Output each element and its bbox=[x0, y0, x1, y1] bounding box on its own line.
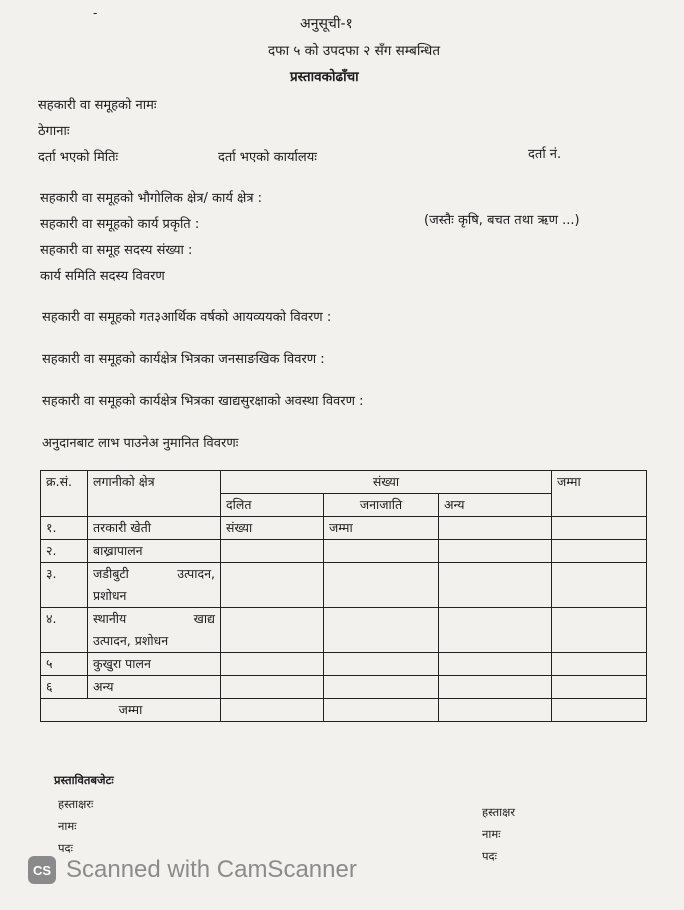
row-other-cell bbox=[439, 676, 552, 699]
row-area: कुखुरा पालन bbox=[88, 653, 221, 676]
table-row bbox=[41, 653, 647, 676]
total-janajati-cell bbox=[324, 699, 439, 722]
field-committee-label: कार्य समिति सदस्य विवरण bbox=[40, 269, 165, 284]
name-right-label: नामः bbox=[482, 827, 501, 841]
row-area-line-2: प्रशोधन bbox=[93, 588, 127, 603]
row-area-line-2: उत्पादन, प्रशोधन bbox=[93, 633, 169, 648]
row-total-cell bbox=[552, 676, 647, 699]
field-demography-label: सहकारी वा समूहको कार्यक्षेत्र भित्रका जनसाङखिक विवरण : bbox=[42, 352, 325, 367]
row-total-cell bbox=[552, 540, 647, 563]
row-area: बाख्रापालन bbox=[88, 540, 221, 563]
row-janajati-cell bbox=[324, 653, 439, 676]
row-area-line-1: जडीबुटी उत्पादन, bbox=[93, 566, 215, 581]
budget-title: प्रस्तावितबजेटः bbox=[54, 773, 114, 787]
header-area: लगानीको क्षेत्र bbox=[88, 471, 221, 517]
signature-left-label: हस्ताक्षरः bbox=[58, 797, 94, 811]
table-row bbox=[41, 540, 647, 563]
header-total: जम्मा bbox=[552, 471, 647, 517]
row-other-cell bbox=[439, 540, 552, 563]
row-other-cell bbox=[439, 563, 552, 608]
row-area: अन्य bbox=[88, 676, 221, 699]
table-row bbox=[41, 676, 647, 699]
camscanner-watermark bbox=[28, 856, 357, 884]
field-finance-label: सहकारी वा समूहको गत३आर्थिक वर्षको आयव्ययको विवरण : bbox=[42, 310, 332, 325]
row-other-cell bbox=[439, 653, 552, 676]
field-name-label: सहकारी वा समूहको नामः bbox=[38, 98, 157, 113]
field-work-nature-label: सहकारी वा समूहको कार्य प्रकृति : bbox=[40, 217, 200, 232]
row-dalit-cell bbox=[221, 608, 324, 653]
row-other-cell bbox=[439, 517, 552, 540]
row-dalit-cell bbox=[221, 540, 324, 563]
row-janajati-cell bbox=[324, 608, 439, 653]
row-janajati-cell: जम्मा bbox=[324, 517, 439, 540]
header-sn: क्र.सं. bbox=[41, 471, 88, 517]
header-dalit: दलित bbox=[221, 494, 324, 517]
field-member-count-label: सहकारी वा समूह सदस्य संख्या : bbox=[40, 243, 193, 258]
row-dalit-cell bbox=[221, 563, 324, 608]
row-sn: ३. bbox=[41, 563, 88, 608]
row-sn: २. bbox=[41, 540, 88, 563]
total-dalit-cell bbox=[221, 699, 324, 722]
row-area: तरकारी खेती bbox=[88, 517, 221, 540]
scan-mark: - bbox=[93, 6, 98, 20]
beneficiary-table bbox=[40, 470, 647, 722]
row-other-cell bbox=[439, 608, 552, 653]
row-dalit-cell bbox=[221, 653, 324, 676]
row-total-cell bbox=[552, 608, 647, 653]
row-total-cell bbox=[552, 653, 647, 676]
table-total-row bbox=[41, 699, 647, 722]
field-reg-no-label: दर्ता नं. bbox=[528, 147, 562, 162]
section-reference: दफा ५ को उपदफा २ सँग सम्बन्धित bbox=[268, 43, 441, 59]
header-janajati: जनाजाति bbox=[324, 494, 439, 517]
table-row bbox=[41, 517, 647, 540]
name-left-label: नामः bbox=[58, 819, 77, 833]
row-sn: ६ bbox=[41, 676, 88, 699]
table-header-row bbox=[41, 471, 647, 494]
field-work-example: (जस्तैः कृषि, बचत तथा ऋण ...) bbox=[424, 213, 580, 228]
row-janajati-cell bbox=[324, 540, 439, 563]
post-right-label: पदः bbox=[482, 849, 497, 863]
table-row bbox=[41, 563, 647, 608]
table-row bbox=[41, 608, 647, 653]
form-title: प्रस्तावकोढाँचा bbox=[290, 69, 359, 85]
field-address-label: ठेगानाः bbox=[38, 124, 70, 139]
annex-title: अनुसूची-१ bbox=[300, 16, 353, 32]
signature-right-label: हस्ताक्षर bbox=[482, 805, 516, 819]
row-area bbox=[88, 608, 221, 653]
field-reg-date-label: दर्ता भएको मितिः bbox=[38, 150, 119, 165]
row-janajati-cell bbox=[324, 676, 439, 699]
total-other-cell bbox=[439, 699, 552, 722]
post-left-label: पदः bbox=[58, 841, 73, 855]
field-reg-office-label: दर्ता भएको कार्यालयः bbox=[218, 150, 317, 165]
field-beneficiaries-label: अनुदानबाट लाभ पाउनेअ नुमानित विवरणः bbox=[42, 436, 239, 451]
row-area-line-1: स्थानीय खाद्य bbox=[93, 611, 215, 626]
row-sn: ४. bbox=[41, 608, 88, 653]
field-food-security-label: सहकारी वा समूहको कार्यक्षेत्र भित्रका खाद्यसुरक्षाको अवस्था विवरण : bbox=[42, 394, 364, 409]
total-label: जम्मा bbox=[41, 699, 221, 722]
header-other: अन्य bbox=[439, 494, 552, 517]
camscanner-logo-icon: CS bbox=[28, 856, 56, 884]
row-janajati-cell bbox=[324, 563, 439, 608]
row-dalit-cell bbox=[221, 676, 324, 699]
row-total-cell bbox=[552, 517, 647, 540]
row-dalit-cell: संख्या bbox=[221, 517, 324, 540]
camscanner-text: Scanned with CamScanner bbox=[66, 856, 357, 883]
header-count: संख्या bbox=[221, 471, 552, 494]
total-total-cell bbox=[552, 699, 647, 722]
row-area bbox=[88, 563, 221, 608]
field-geo-area-label: सहकारी वा समूहको भौगोलिक क्षेत्र/ कार्य क्षेत्र : bbox=[40, 191, 263, 206]
row-sn: १. bbox=[41, 517, 88, 540]
row-sn: ५ bbox=[41, 653, 88, 676]
row-total-cell bbox=[552, 563, 647, 608]
